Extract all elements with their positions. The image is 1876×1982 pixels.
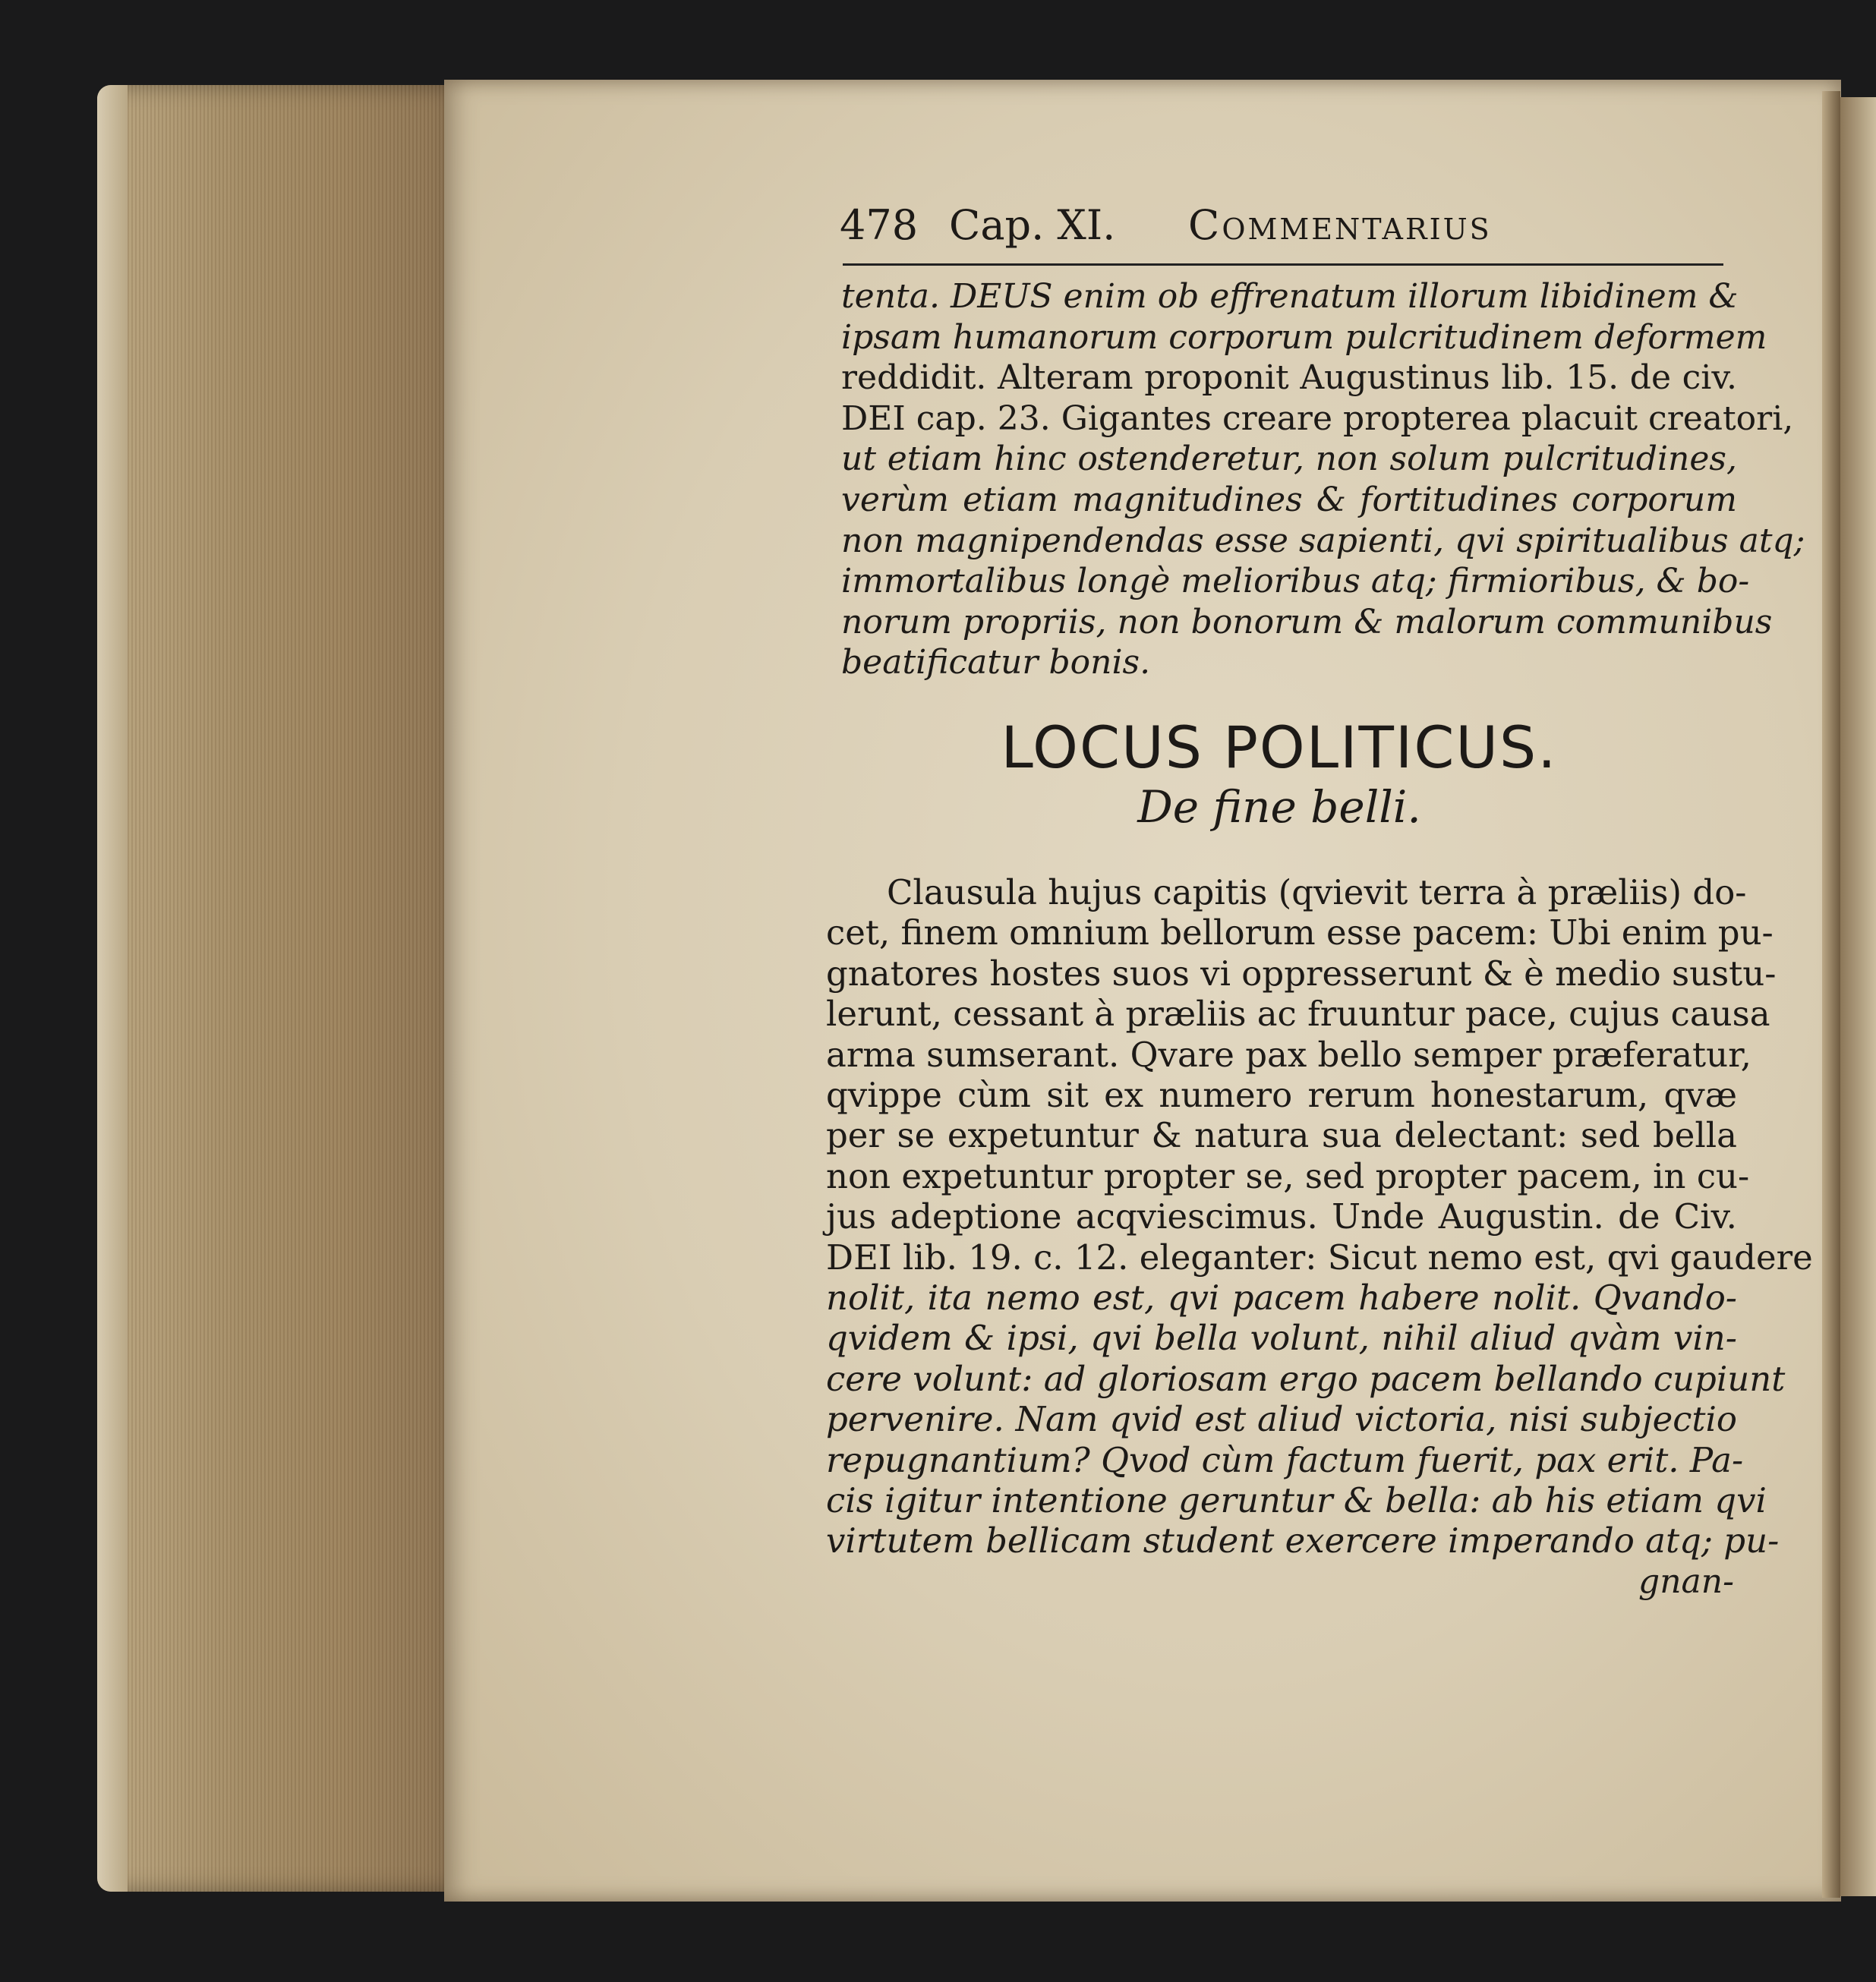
section-heading: LOCUS POLITICUS. — [1001, 713, 1558, 781]
running-head — [820, 201, 1746, 254]
gutter-shadow — [1822, 91, 1840, 1898]
text-line: norum propriis, non bonorum & malorum communibus — [841, 602, 1773, 641]
text-line: DEI lib. 19. c. 12. eleganter: Sicut nemo est, qvi gaudere — [826, 1237, 1813, 1278]
top-passage — [841, 276, 1805, 683]
text-line: tenta. DEUS enim ob effrenatum illorum libidinem & — [841, 277, 1739, 316]
text-line: non expetuntur propter se, sed propter pacem, in cu- — [826, 1155, 1750, 1196]
text-line: qvippe cùm sit ex numero rerum honestarum, qvæ — [826, 1074, 1737, 1115]
running-title: Commentarius — [1188, 201, 1492, 249]
text-line: repugnantium? Qvod cùm factum fuerit, pax erit. Pa- — [826, 1439, 1744, 1480]
text-line: ut etiam hinc ostenderetur, non solum pulcritudines, — [841, 440, 1737, 479]
text-line: beatificatur bonis. — [841, 643, 1151, 682]
text-line: cet, finem omnium bellorum esse pacem: Ubi enim pu- — [826, 912, 1774, 953]
text-line: lerunt, cessant à præliis ac fruuntur pace, cujus causa — [826, 994, 1770, 1035]
text-line: immortalibus longè melioribus atq; firmioribus, & bo- — [841, 562, 1750, 601]
text-line: DEI cap. 23. Gigantes creare propterea placuit creatori, — [841, 399, 1794, 438]
text-line: gnatores hostes suos vi oppresserunt & è medio sustu- — [826, 953, 1777, 994]
block-edge — [97, 85, 128, 1892]
text-line: virtutem bellicam student exercere imperando atq; pu- — [826, 1520, 1780, 1561]
facing-page-edge — [1840, 97, 1876, 1896]
text-line: qvidem & ipsi, qvi bella volunt, nihil aliud qvàm vin- — [826, 1318, 1737, 1359]
text-line: ipsam humanorum corporum pulcritudinem deformem — [841, 317, 1767, 357]
page-number: 478 — [840, 201, 919, 249]
text-line: jus adeptione acqviescimus. Unde Augustin. de Civ. — [826, 1196, 1737, 1237]
page-text — [820, 201, 1813, 1602]
text-line: per se expetuntur & natura sua delectant: sed bella — [826, 1115, 1737, 1156]
text-line: reddidit. Alteram proponit Augustinus lib. 15. de civ. — [841, 358, 1737, 398]
catchword: gnan- — [1638, 1561, 1734, 1601]
text-line: cere volunt: ad gloriosam ergo pacem bellando cupiunt — [826, 1358, 1786, 1399]
text-line: cis igitur intentione geruntur & bella: ab his etiam qvi — [826, 1480, 1767, 1521]
text-line: non magnipendendas esse sapienti, qvi spiritualibus atq; — [841, 521, 1805, 560]
text-line: nolit, ita nemo est, qvi pacem habere nolit. Qvando- — [826, 1278, 1737, 1318]
text-line: arma sumserant. Qvare pax bello semper præferatur, — [826, 1034, 1751, 1075]
text-line: Clausula hujus capitis (qvievit terra à præliis) do- — [887, 871, 1747, 912]
text-line: verùm etiam magnitudines & fortitudines corporum — [841, 480, 1737, 519]
chapter-label: Cap. XI. — [949, 201, 1116, 249]
text-line: pervenire. Nam qvid est aliud victoria, nisi subjectio — [826, 1399, 1737, 1440]
closed-page-block — [97, 85, 454, 1892]
section-subheading: De fine belli. — [1137, 780, 1421, 833]
body-passage — [826, 871, 1813, 1602]
head-rule — [843, 263, 1723, 266]
